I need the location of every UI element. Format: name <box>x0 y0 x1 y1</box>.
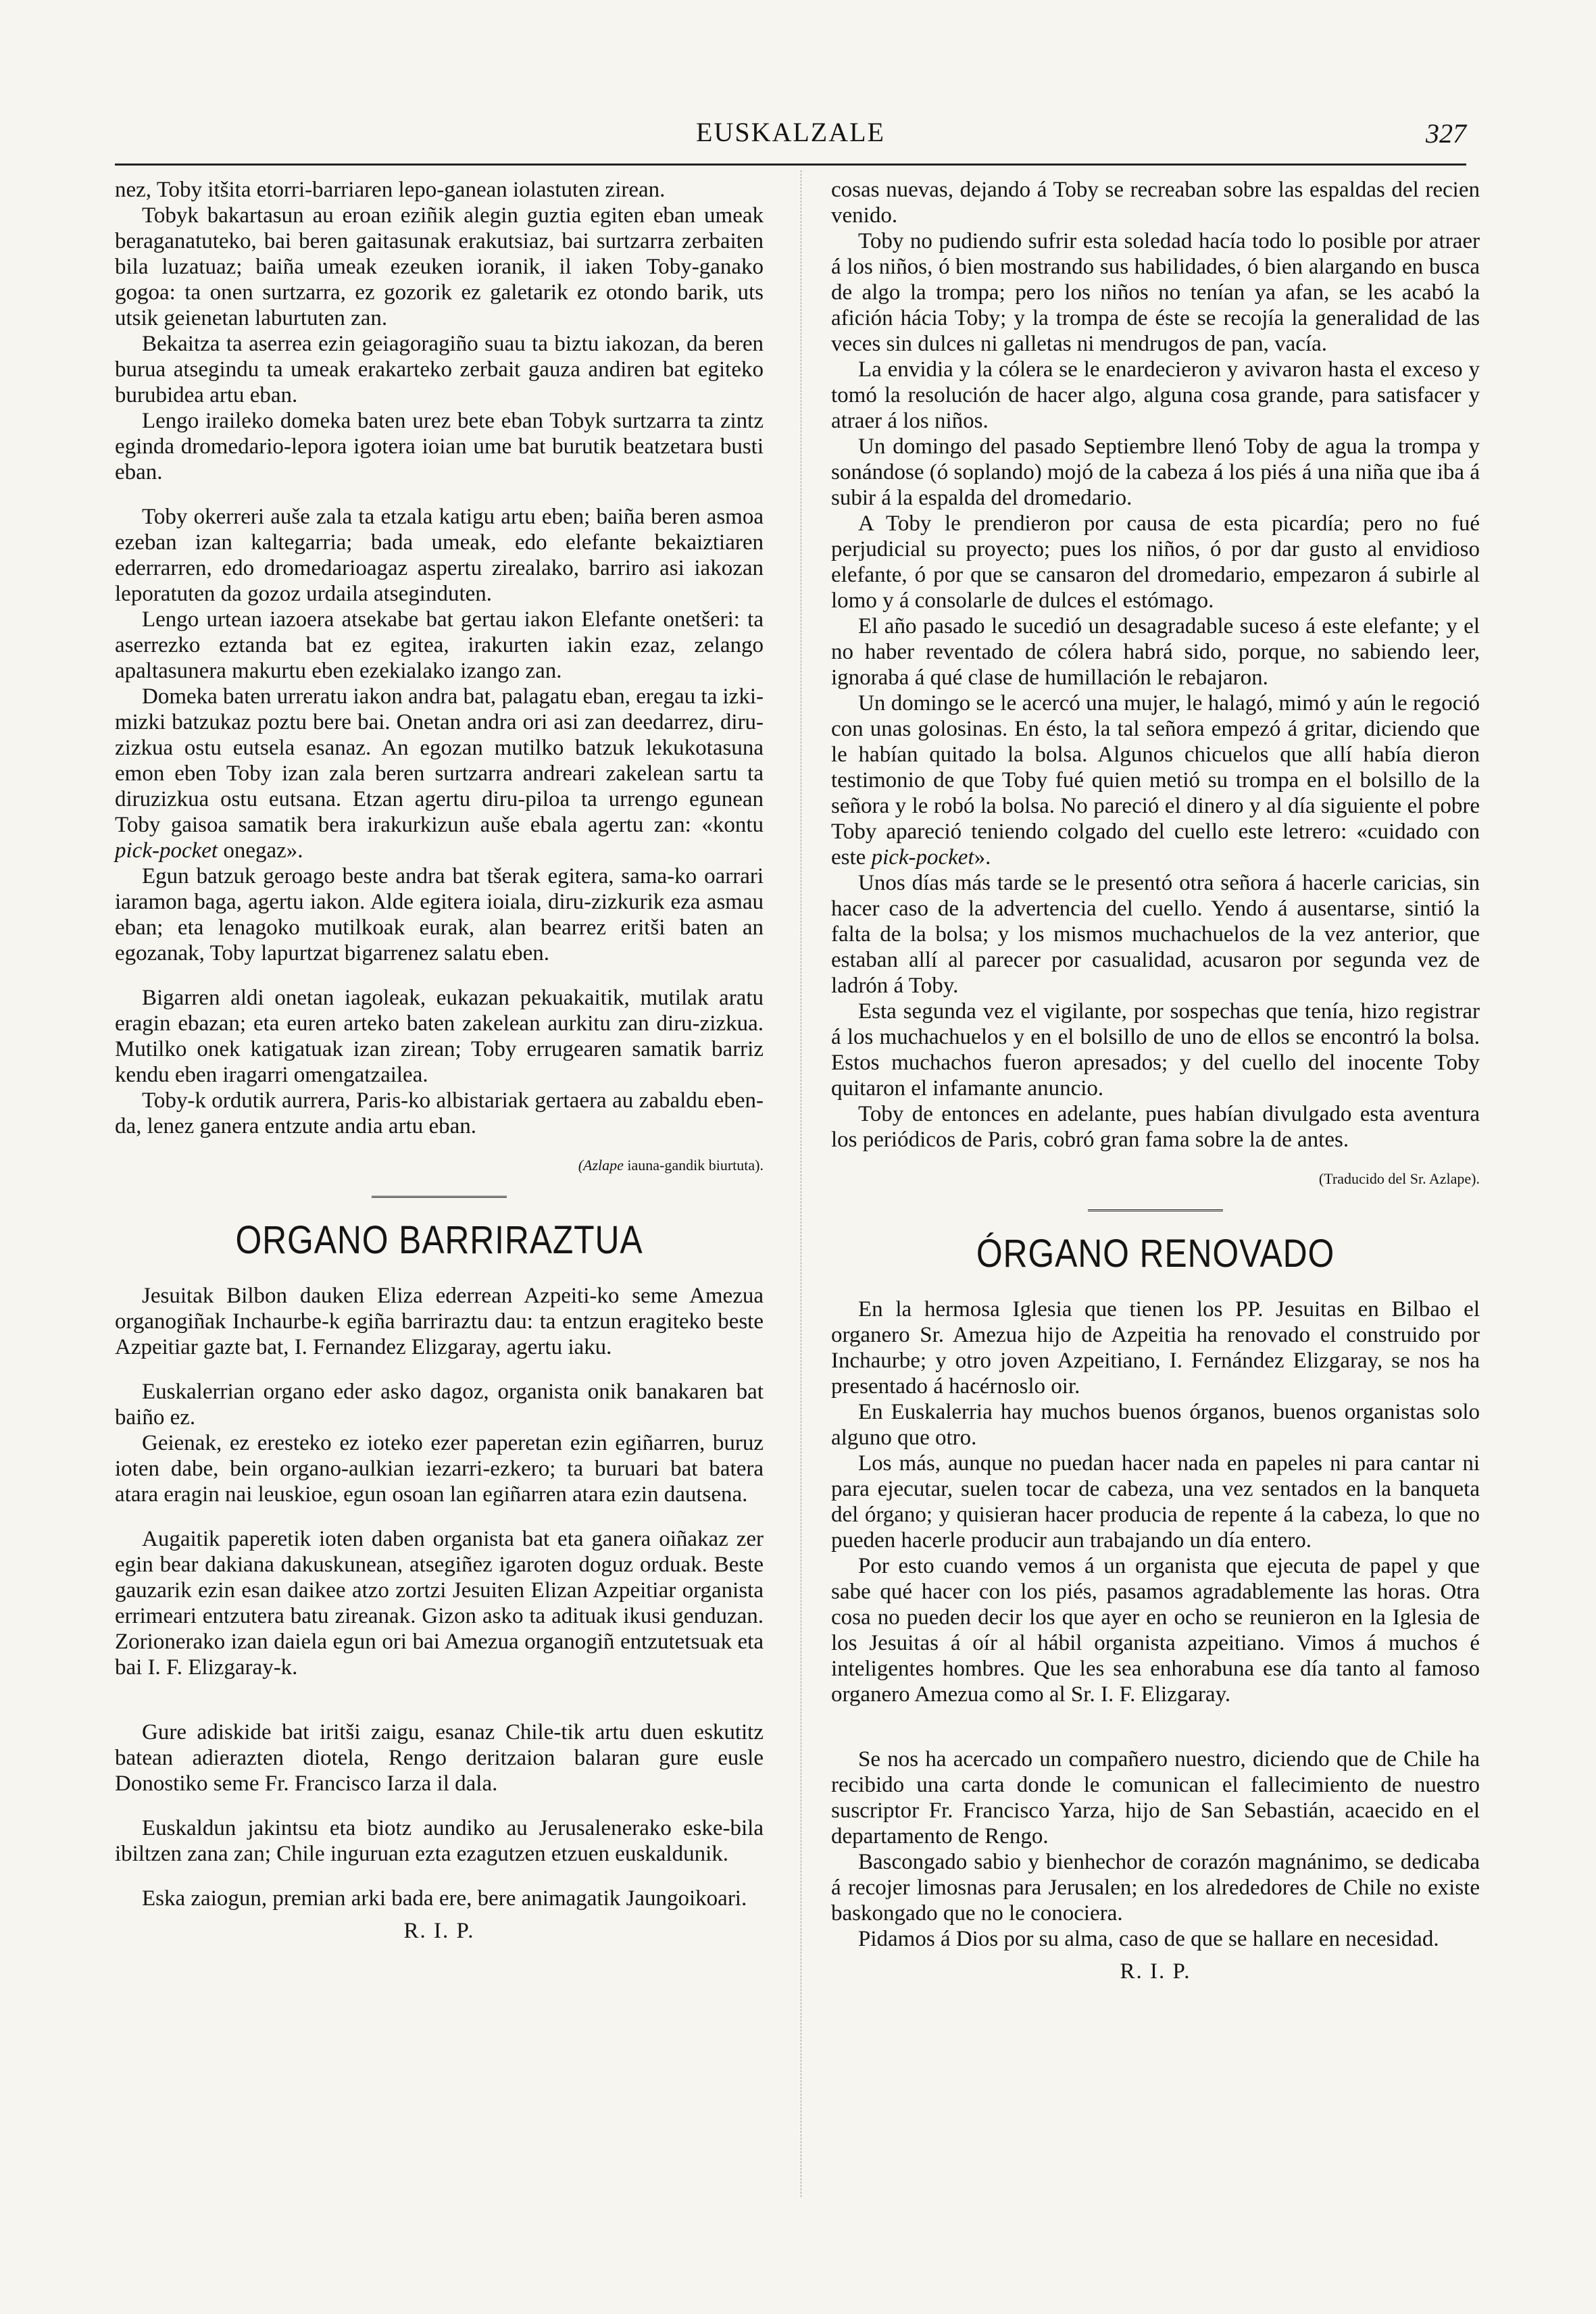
section-title: ÓRGANO RENOVADO <box>976 1232 1335 1276</box>
paragraph: Por esto cuando vemos á un organista que ejecuta de papel y que sabe qué hacer con los piés, pasamos agradablemente las horas. Otra cosa no pueden decir los que ayer en ocho se reunieron en la Iglesia de los Jesuitas á oír al hábil organista azpeitiano. Vimos á muchos é inteligentes hombres. Que les sea enhorabuna ese día tanto al famoso organero Amezua como al Sr. I. F. Elizgaray. <box>831 1554 1480 1707</box>
paragraph: Toby no pudiendo sufrir esta soledad hacía todo lo posible por atraer á los niños, ó bien mostrando sus habilidades, ó bien alargando en busca de algo la trompa; pero los niños no tenían ya afan, se les acabó la afición hácia Toby; y la trompa de éste se recojía la generalidad de las veces sin dulces ni galletas ni mendrugos de pan, vacía. <box>831 229 1480 356</box>
rip: R. I. P. <box>403 1919 475 1943</box>
paragraph: Toby de entonces en adelante, pues habían divulgado esta aventura los periódicos de Paris, cobró gran fama sobre la de antes. <box>831 1102 1480 1152</box>
paragraph: Toby-k ordutik aurrera, Paris-ko albistariak gertaera au zabaldu eben-da, lenez ganera entzute andia artu eban. <box>115 1088 764 1138</box>
paragraph: Egun batzuk geroago beste andra bat tšerak egitera, sama-ko oarrari iaramon baga, agertu iakon. Alde egitera ioiala, diru-zizkurik eza asmau eban; eta lenagoko mutilkoak eurak, alan bearrez eritši baten an egozanak, Toby lapurtzat bigarrenez salatu eben. <box>115 864 764 965</box>
paragraph: Lengo urtean iazoera atsekabe bat gertau iakon Elefante onetšeri: ta aserrezko eztanda bat ez egitea, irakurten iakin ezaz, zelango apaltasunera makurtu eben ezekialako izango zan. <box>115 607 764 683</box>
paragraph: Bigarren aldi onetan iagoleak, eukazan pekuakaitik, mutilak aratu eragin ebazan; eta euren arteko baten zakelean aurkitu zan diru-zizkua. Mutilko onek katigatuak izan zirean; Toby errugearen samatik barriz kendu eben iragarri omengatzailea. <box>115 986 764 1087</box>
paragraph: Bascongado sabio y bienhechor de corazón magnánimo, se dedicaba á recojer limosnas para Jerusalen; en los alrededores de Chile no existe baskongado que no le conociera. <box>831 1850 1480 1926</box>
page-number: 327 <box>1426 118 1466 149</box>
section-rule <box>372 1196 507 1199</box>
quote-prefix: «cuidado con este <box>831 820 1480 870</box>
paragraph: El año pasado le sucedió un desagradable suceso á este elefante; y el no haber reventado de cólera habrá sido, porque, no sabiendo leer, ignoraba á qué clase de humillación le rebajaron. <box>831 614 1480 690</box>
paragraph: Euskaldun jakintsu eta biotz aundiko au Jerusalenerako eske-bila ibiltzen zana zan; Chile inguruan ezta ezagutzen etzuen euskaldunik. <box>115 1816 764 1866</box>
section-title: ORGANO BARRIRAZTUA <box>235 1218 643 1262</box>
paragraph-text: Domeka baten urreratu iakon andra bat, palagatu eban, eregau ta izki-mizki batzukaz poztu bere bai. Onetan andra ori asi zan deedarrez, diru-zizkua ostu eutsela esanaz. An egozan mutilko batzuk lekukotasuna emon eben Toby izan zala beren surtzarra andreari zakelean sartu ta diruzizkua ostu eutsana. Etzan agertu diru-piloa ta urrengo egunean Toby gaisoa samatik bera irakurkizun auše ebala agertu zan: <box>115 684 764 837</box>
paragraph: Euskalerrian organo eder asko dagoz, organista onik banakaren bat baiño ez. <box>115 1380 764 1430</box>
left-column <box>115 177 764 2204</box>
paragraph: Esta segunda vez el vigilante, por sospechas que tenía, hizo registrar á los muchachuelos y en el bolsillo de uno de ellos se encontró la bolsa. Estos muchachos fueron apresados; y del cuello del inocente Toby quitaron el infamante anuncio. <box>831 999 1480 1101</box>
paragraph: Tobyk bakartasun au eroan eziñik alegin guztia egiten eban umeak beraganatuteko, bai beren gaitasunak erakutsiaz, bai surtzarra zerbaiten bila luzatuaz; baiña umeak ezeuken ioranik, il iaken Toby-ganako gogoa: ta onen surtzarra, ez gozorik ez galetarik ez otondo barik, uts utsik geienetan laburtuten zan. <box>115 203 764 330</box>
paragraph: Eska zaiogun, premian arki bada ere, bere animagatik Jaungoikoari. <box>142 1886 747 1911</box>
quote-suffix: ». <box>974 845 991 870</box>
paragraph <box>115 684 764 863</box>
translation-credit <box>115 1153 764 1178</box>
paragraph <box>831 690 1480 870</box>
paragraph: cosas nuevas, dejando á Toby se recreaban sobre las espaldas del recien venido. <box>831 178 1480 228</box>
quote-prefix: «kontu <box>701 813 764 837</box>
paragraph: Lengo iraileko domeka baten urez bete eban Tobyk surtzarra ta zintz eginda dromedario-lepora igotera ioian ume bat burutik beatzetara busti eban. <box>115 409 764 484</box>
credit-author: (Azlape <box>578 1157 624 1174</box>
paragraph-text: Un domingo se le acercó una mujer, le halagó, mimó y aún le regoció con unas golosinas. En ésto, la tal señora empezó á gritar, diciendo que le habían quitado la bolsa. Algunos chicuelos que allí había dieron testimonio de que Toby fué quien metió su trompa en el bolsillo de la señora y le robó la bolsa. No pareció el dinero y al día siguiente el pobre Toby apareció teniendo colgado del cuello este letrero: <box>831 691 1480 844</box>
paragraph: La envidia y la cólera se le enardecieron y avivaron hasta el exceso y tomó la resolución de hacer algo, alguna cosa grande, para satisfacer y atraer á los niños. <box>831 357 1480 433</box>
paragraph: Augaitik paperetik ioten daben organista bat eta ganera oiñakaz zer egin bear dakiana dakuskunean, atsegiñez igaroten doguz orduak. Beste gauzarik ezin esan daikee atzo zortzi Jesuiten Elizan Azpeitiar organista errimeari entzutera batu zireanak. Gizon asko ta adituak ikusi genduzan. Zorionerako izan daiela egun ori bai Amezua organogiñ entzutetsuak eta bai I. F. Elizgaray-k. <box>115 1527 764 1680</box>
quote-italic: pick-pocket <box>115 838 218 863</box>
quote-suffix: onegaz». <box>218 838 303 863</box>
paragraph: Unos días más tarde se le presentó otra señora á hacerle caricias, sin hacer caso de la advertencia del cuello. Yendo á ausentarse, sintió la falta de la bolsa; y los mismos muchachuelos de la vez anterior, que estaban allí al parecer por casualidad, acusaron por segunda vez de ladrón á Toby. <box>831 871 1480 998</box>
credit-text: iauna-gandik biurtuta). <box>623 1157 764 1174</box>
paragraph: Geienak, ez eresteko ez ioteko ezer paperetan ezin egiñarren, buruz ioten dabe, bein organo-aulkian iezarri-ezkero; ta buruari bat batera atara eragin nai leuskioe, egun osoan lan egiñarren atara ezin dautsena. <box>115 1431 764 1507</box>
paragraph: Un domingo del pasado Septiembre llenó Toby de agua la trompa y sonándose (ó soplando) mojó de la cabeza á los piés á una niña que iba á subir á la espalda del dromedario. <box>831 434 1480 510</box>
translation-credit: (Traducido del Sr. Azlape). <box>1318 1170 1480 1187</box>
right-column <box>831 177 1480 2204</box>
journal-title: EUSKALZALE <box>696 117 885 147</box>
paragraph: Gure adiskide bat iritši zaigu, esanaz Chile-tik artu duen eskutitz batean adierazten diotela, Rengo deritzaion balaran gure eusle Donostiko seme Fr. Francisco Iarza il dala. <box>115 1720 764 1796</box>
paragraph: Toby okerreri auše zala ta etzala katigu artu eben; baiña beren asmoa ezeban izan kaltegarria; bada umeak, edo elefante bekaiztiaren ederrarren, edo dromedarioagaz aspertu zirealako, barriro asi iakozan leporatuten da gozoz urdaila atseginduten. <box>115 505 764 606</box>
section-rule <box>1088 1209 1223 1213</box>
paragraph: En Euskalerria hay muchos buenos órganos, buenos organistas solo alguno que otro. <box>831 1400 1480 1450</box>
paragraph: Bekaitza ta aserrea ezin geiagoragiño suau ta biztu iakozan, da beren burua atsegindu ta umeak erakarteko zerbait gauza andiren bat egiteko burubidea artu eban. <box>115 332 764 407</box>
paragraph: Los más, aunque no puedan hacer nada en papeles ni para cantar ni para ejecutar, suelen tocar de cabeza, una vez sentados en la banqueta del órgano; y quisieran hacer producia de repente á la cabeza, lo que no pueden hacerle producir aun trabajando un día entero. <box>831 1451 1480 1553</box>
quote-italic: pick-pocket <box>871 845 974 870</box>
page-header <box>115 115 1466 166</box>
rip: R. I. P. <box>1120 1959 1191 1984</box>
paragraph: Pidamos á Dios por su alma, caso de que se hallare en necesidad. <box>858 1927 1439 1951</box>
paragraph: En la hermosa Iglesia que tienen los PP. Jesuitas en Bilbao el organero Sr. Amezua hijo de Azpeitia ha renovado el construido por Inchaurbe; y otro joven Azpeitiano, I. Fernández Elizgaray, se nos ha presentado á hacérnoslo oir. <box>831 1297 1480 1399</box>
paragraph: nez, Toby itšita etorri-barriaren lepo-ganean iolastuten zirean. <box>115 178 666 202</box>
paragraph: A Toby le prendieron por causa de esta picardía; pero no fué perjudicial su proyecto; pues los niños, ó por dar gusto al envidioso elefante, ó por que se cansaron del dromedario, empezaron á subirle al lomo y á consolarle de dulces el estómago. <box>831 511 1480 613</box>
paragraph: Se nos ha acercado un compañero nuestro, diciendo que de Chile ha recibido una carta donde le comunican el fallecimiento de nuestro suscriptor Fr. Francisco Yarza, hijo de San Sebastián, acaecido en el departamento de Rengo. <box>831 1747 1480 1848</box>
paragraph: Jesuitak Bilbon dauken Eliza ederrean Azpeiti-ko seme Amezua organogiñak Inchaurbe-k egiña barriraztu dau: ta entzun eragiteko beste Azpeitiar gazte bat, I. Fernandez Elizgaray, agertu iaku. <box>115 1284 764 1359</box>
